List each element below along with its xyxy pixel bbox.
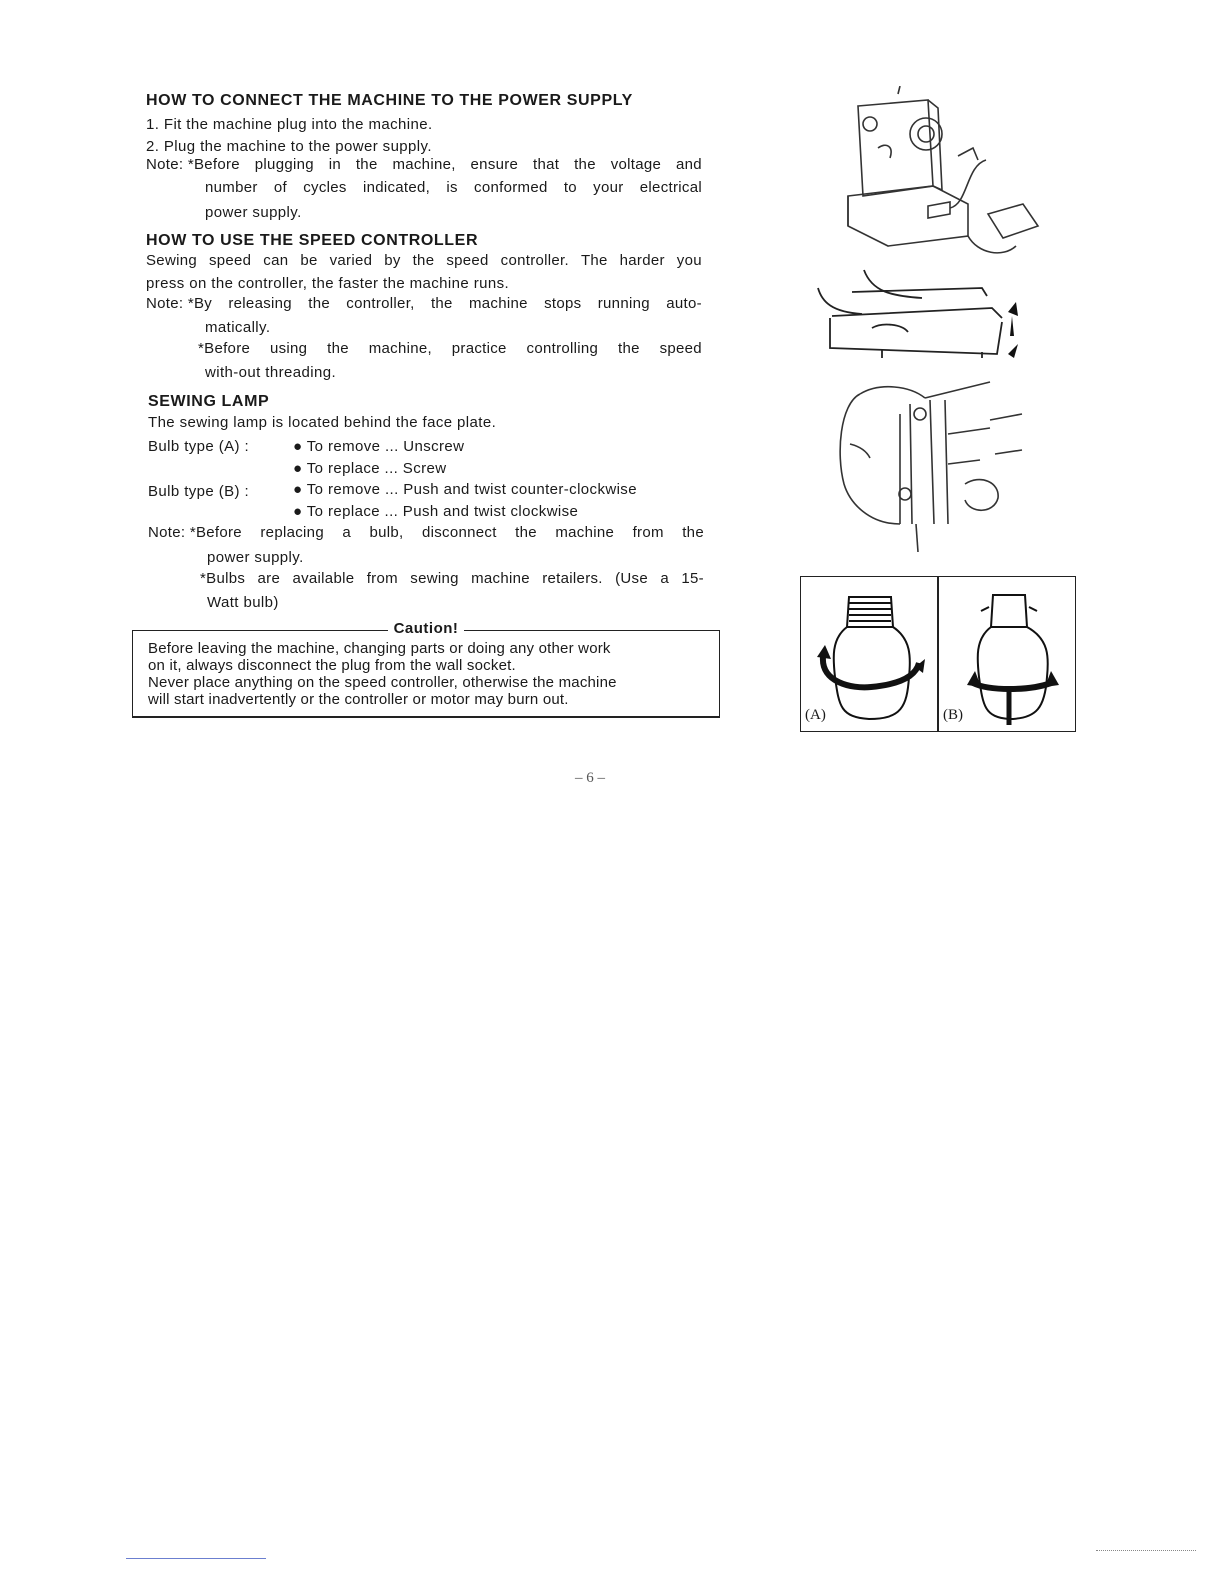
note-word: the (574, 156, 596, 173)
note-word: available (292, 570, 355, 587)
note-word: *Bulbs (200, 570, 246, 587)
note-word: releasing (228, 295, 292, 312)
para-word: you (676, 252, 702, 269)
speed-note-2-cont: with-out threading. (205, 364, 337, 381)
para-word: Sewing (146, 252, 197, 269)
note-word: machine (555, 524, 615, 541)
note-word: your (593, 179, 624, 196)
note-word: is (446, 179, 458, 196)
power-step-1: 1. Fit the machine plug into the machine. (146, 116, 433, 133)
note-word: voltage (610, 156, 662, 173)
note-word: from (632, 524, 664, 541)
speed-paragraph-line-1 (146, 252, 702, 274)
note-word: machine, (392, 156, 456, 173)
bulb-a-label: Bulb type (A) : (148, 438, 250, 455)
para-word: can (263, 252, 289, 269)
face-plate-illustration (830, 374, 1026, 556)
caution-line-4: will start inadvertently or the controller or motor may burn out. (148, 691, 569, 708)
bulb-b-illustration (949, 587, 1073, 729)
bulb-a-replace: ● To replace ... Screw (293, 460, 447, 477)
para-word: The (580, 252, 608, 269)
para-word: controller. (500, 252, 569, 269)
lamp-note-1-cont: power supply. (207, 549, 304, 566)
note-word: electrical (639, 179, 702, 196)
note-word: the (327, 340, 349, 357)
lamp-note-2-cont: Watt bulb) (207, 594, 279, 611)
note-word: sewing (410, 570, 459, 587)
note-word: plugging (254, 156, 314, 173)
note-word: Note: *By (146, 295, 213, 312)
bulb-a-remove: ● To remove ... Unscrew (293, 438, 465, 455)
note-word: *Before (198, 340, 251, 357)
note-word: a (342, 524, 352, 541)
para-word: the (412, 252, 435, 269)
power-step-2: 2. Plug the machine to the power supply. (146, 138, 432, 155)
note-word: number (205, 179, 258, 196)
bulb-b-label-text: (B) (943, 707, 963, 723)
note-word: and (676, 156, 702, 173)
note-word: machine (469, 295, 528, 312)
note-word: ensure (470, 156, 519, 173)
para-word: harder (619, 252, 665, 269)
caution-box (132, 620, 720, 720)
bulb-a-illustration (811, 587, 935, 729)
note-word: practice (451, 340, 507, 357)
power-note-line-3: power supply. (205, 204, 302, 221)
bottom-right-rule (1096, 1550, 1196, 1552)
note-word: of (273, 179, 288, 196)
bulb-b-remove: ● To remove ... Push and twist counter-clockwise (293, 481, 637, 498)
note-word: a (660, 570, 669, 587)
caution-line-1: Before leaving the machine, changing parts or doing any other work (148, 640, 611, 657)
note-word: cycles (303, 179, 347, 196)
para-word: speed (208, 252, 252, 269)
speed-note-2 (198, 340, 702, 362)
sewing-lamp-heading: SEWING LAMP (148, 393, 270, 410)
speed-controller-illustration (812, 262, 1038, 372)
note-word: stops (544, 295, 582, 312)
note-word: retailers. (542, 570, 603, 587)
lamp-note-1 (148, 524, 704, 546)
caution-title (132, 620, 720, 637)
note-word: controlling (526, 340, 599, 357)
power-note (146, 156, 702, 178)
note-word: speed (659, 340, 702, 357)
note-word: in (328, 156, 342, 173)
note-word: from (366, 570, 398, 587)
note-word: are (257, 570, 281, 587)
speed-note-1-cont: matically. (205, 319, 271, 336)
bulb-a-label-text: (A) (805, 707, 826, 723)
note-word: auto- (666, 295, 702, 312)
lamp-intro: The sewing lamp is located behind the face plate. (148, 414, 497, 431)
para-word: by (384, 252, 401, 269)
bulb-b-replace: ● To replace ... Push and twist clockwise (293, 503, 579, 520)
note-word: running (597, 295, 650, 312)
note-word: to (563, 179, 577, 196)
note-word: controller, (346, 295, 415, 312)
bulb-figure-frame (800, 576, 1076, 732)
note-word: the (682, 524, 704, 541)
note-word: the (308, 295, 330, 312)
speed-paragraph-line-2: press on the controller, the faster the machine runs. (146, 275, 510, 292)
caution-title-text: Caution! (388, 620, 465, 637)
speed-note-1 (146, 295, 702, 317)
caution-line-2: on it, always disconnect the plug from the wall socket. (148, 657, 516, 674)
note-word: bulb, (369, 524, 404, 541)
note-word: using (269, 340, 308, 357)
note-word: indicated, (362, 179, 431, 196)
caution-line-3: Never place anything on the speed controller, otherwise the machine (148, 674, 617, 691)
note-word: machine (471, 570, 530, 587)
note-word: disconnect (421, 524, 497, 541)
note-word: the (430, 295, 453, 312)
note-word: the (618, 340, 640, 357)
power-supply-heading: HOW TO CONNECT THE MACHINE TO THE POWER SUPPLY (146, 92, 633, 109)
note-word: (Use (615, 570, 648, 587)
note-word: 15- (681, 570, 704, 587)
speed-controller-heading: HOW TO USE THE SPEED CONTROLLER (146, 232, 479, 249)
note-word: that (533, 156, 560, 173)
note-word: the (515, 524, 537, 541)
bulb-b-label: Bulb type (B) : (148, 483, 250, 500)
note-word: replacing (260, 524, 324, 541)
note-word: machine, (368, 340, 432, 357)
note-word: Note: *Before (146, 156, 240, 173)
note-word: the (355, 156, 378, 173)
page-number: – 6 – (575, 770, 605, 786)
bulb-figure-divider (937, 577, 939, 731)
power-note-line-2 (205, 179, 702, 201)
para-word: be (300, 252, 318, 269)
lamp-note-2 (200, 570, 704, 592)
note-word: Note: *Before (148, 524, 242, 541)
sewing-machine-power-illustration (838, 86, 1048, 266)
power-note-line-1 (146, 156, 702, 178)
note-word: conformed (474, 179, 548, 196)
bottom-left-rule (126, 1558, 266, 1559)
para-word: varied (329, 252, 373, 269)
caution-text (148, 640, 617, 708)
para-word: speed (446, 252, 489, 269)
